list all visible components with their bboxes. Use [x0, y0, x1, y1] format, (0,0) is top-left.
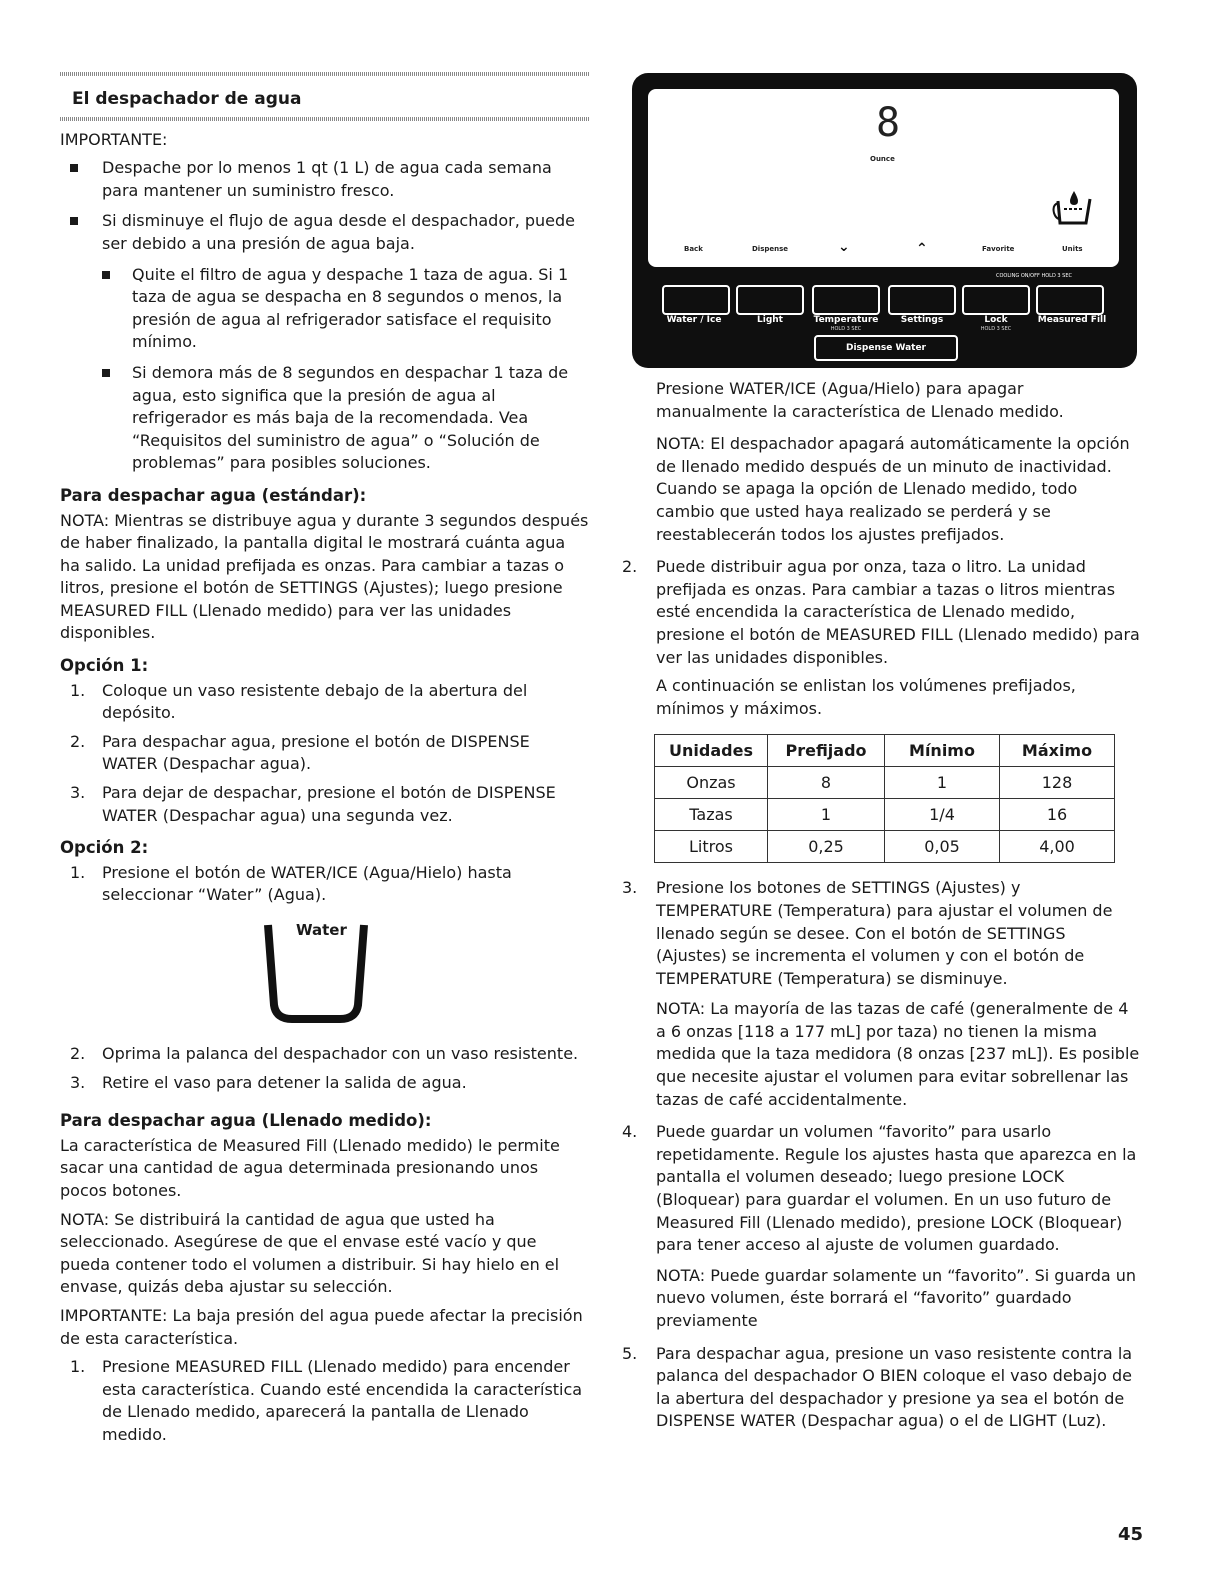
chevron-up-icon: ⌃ [916, 241, 928, 257]
volume-table [654, 734, 1115, 863]
table-cell: 0,25 [768, 831, 885, 863]
list-item: 4. Puede guardar un volumen “favorito” para usarlo repetidamente. Regule los ajustes hasta que aparezca en la pantalla el volumen deseado; luego presione LOCK (Bloquear) para guardar el volumen. En un uso futuro de Measured Fill (Llenado medido), presione LOCK (Bloquear) para tener acceso al ajuste de volumen guardado. [622, 1122, 1137, 1255]
light-button [736, 285, 804, 315]
list-item: 1. Presione MEASURED FILL (Llenado medido) para encender esta característica. Cuando esté encendida la característica de Llenado medido, aparecerá la pantalla de Llenado medido. [70, 1357, 583, 1444]
water-cup-illustration [256, 913, 376, 1033]
temperature-hold-label: HOLD 3 SEC [830, 326, 862, 332]
units-label: Units [1062, 245, 1083, 253]
right-column [622, 378, 1140, 1439]
table-cell: 1/4 [885, 799, 1000, 831]
temperature-label: Temperature [813, 315, 879, 325]
importante-label: IMPORTANTE: [60, 129, 168, 149]
measured-fill-note: NOTA: Se distribuirá la cantidad de agua que usted ha seleccionado. Asegúrese de que el envase esté vacío y que pueda contener todo el volumen a distribuir. Si hay hielo en el envase, quizás deba ajustar su selección. [60, 1209, 560, 1297]
settings-label: Settings [900, 315, 944, 325]
std-heading: Para despachar agua (estándar): [60, 485, 367, 505]
dispense-water-button: Dispense Water [814, 335, 958, 361]
measured-fill-heading: Para despachar agua (Llenado medido): [60, 1111, 432, 1131]
water-ice-label: Water / Ice [666, 315, 722, 325]
list-item: 1. Coloque un vaso resistente debajo de la abertura del depósito. [70, 680, 528, 723]
chevron-down-icon: ⌄ [838, 239, 850, 255]
measuring-cup-icon [1052, 189, 1096, 229]
dispense-label: Dispense [752, 245, 789, 253]
table-header-cell: Mínimo [885, 735, 1000, 767]
table-cell: 1 [885, 767, 1000, 799]
lock-label: Lock [984, 315, 1008, 325]
table-cell: Onzas [655, 767, 768, 799]
list-item: Quite el filtro de agua y despache 1 taza de agua. Si 1 taza de agua se despacha en 8 segundos o menos, la presión de agua al refrigerador satisface el requisito mínimo. [60, 264, 590, 354]
list-item: Si demora más de 8 segundos en despachar 1 taza de agua, esto significa que la presión de agua al refrigerador es más baja de la recomendada. Vea “Requisitos del suministro de agua” o “Solución de problemas” para posibles soluciones. [60, 362, 590, 475]
table-header-row [655, 735, 1115, 767]
list-item: 3. Presione los botones de SETTINGS (Ajustes) y TEMPERATURE (Temperatura) para ajustar el volumen de llenado según se desee. Con el botón de SETTINGS (Ajustes) se incrementa el volumen y con el botón de TEMPERATURE (Temperatura) se disminuye. [622, 878, 1113, 988]
table-row [655, 767, 1115, 799]
note-favorite: NOTA: Puede guardar solamente un “favorito”. Si guarda un nuevo volumen, éste borrará el “favorito” guardado previamente [656, 1265, 1137, 1330]
table-row [655, 831, 1115, 863]
table-cell: 4,00 [1000, 831, 1115, 863]
list-item: 5. Para despachar agua, presione un vaso resistente contra la palanca del despachador O BIEN coloque el vaso debajo de la abertura del despachador y presione ya sea el botón de DISPENSE WATER (Despachar agua) o el de LIGHT (Luz). [622, 1343, 1133, 1431]
lock-button [962, 285, 1030, 315]
note-auto-off: NOTA: El despachador apagará automáticamente la opción de llenado medido después de un minuto de inactividad. Cuando se apaga la opción de Llenado medido, todo cambio que usted haya realizado se perderá y se reestablecerán todos los ajustes prefijados. [656, 434, 1130, 544]
list-item: Despache por lo menos 1 qt (1 L) de agua cada semana para mantener un suministro fresco. [60, 157, 590, 202]
paragraph-water-ice-off: Presione WATER/ICE (Agua/Hielo) para apagar manualmente la característica de Llenado medido. [656, 379, 1064, 421]
favorite-label: Favorite [982, 245, 1015, 253]
option2-heading: Opción 2: [60, 838, 149, 858]
table-cell: 128 [1000, 767, 1115, 799]
water-ice-button [662, 285, 730, 315]
table-cell: 1 [768, 799, 885, 831]
display-digit: 8 [876, 100, 901, 146]
measured-fill-label: Measured Fill [1037, 315, 1107, 325]
option2-steps [60, 1043, 590, 1094]
std-note: NOTA: Mientras se distribuye agua y durante 3 segundos después de haber finalizado, la pantalla digital le mostrará cuánta agua ha salido. La unidad prefijada es onzas. Para cambiar a tazas o litros, presione el botón de SETTINGS (Ajustes); luego presione MEASURED FILL (Llenado medido) para ver las unidades disponibles. [60, 510, 589, 643]
list-item: Si disminuye el flujo de agua desde el despachador, puede ser debido a una presión de agua baja. [60, 210, 590, 255]
temperature-button [812, 285, 880, 315]
measured-fill-important: IMPORTANTE: La baja presión del agua puede afectar la precisión de esta característica. [60, 1305, 583, 1348]
list-item: 2. Para despachar agua, presione el botón de DISPENSE WATER (Despachar agua). [70, 731, 530, 774]
light-label: Light [757, 315, 783, 325]
section-title: El despachador de agua [72, 89, 302, 109]
measured-fill-button [1036, 285, 1104, 315]
ounce-label: Ounce [870, 155, 895, 163]
display-screen [648, 89, 1119, 267]
page-number: 45 [1118, 1524, 1144, 1545]
list-item: 3. Para dejar de despachar, presione el botón de DISPENSE WATER (Despachar agua) una segunda vez. [70, 783, 556, 825]
section-rule-bottom [60, 117, 590, 121]
option1-steps [60, 680, 590, 828]
table-cell: 0,05 [885, 831, 1000, 863]
table-cell: Litros [655, 831, 768, 863]
back-label: Back [684, 245, 703, 253]
cup-label: Water [296, 921, 347, 939]
option1-heading: Opción 1: [60, 656, 149, 676]
list-item: 1. Presione el botón de WATER/ICE (Agua/Hielo) hasta seleccionar “Water” (Agua). [70, 862, 512, 905]
table-row [655, 799, 1115, 831]
left-column [60, 72, 590, 1453]
settings-button [888, 285, 956, 315]
table-cell: 16 [1000, 799, 1115, 831]
table-cell: Tazas [655, 799, 768, 831]
list-item: 2. Oprima la palanca del despachador con un vaso resistente. [70, 1044, 579, 1063]
list-item: 2. Puede distribuir agua por onza, taza o litro. La unidad prefijada es onzas. Para cambiar a tazas o litros mientras esté encendida la característica de Llenado medido, presione el botón de MEASURED FILL (Llenado medido) para ver las unidades disponibles. [622, 557, 1140, 667]
lock-hold-label: HOLD 3 SEC [980, 326, 1012, 332]
paragraph-volumes-intro: A continuación se enlistan los volúmenes prefijados, mínimos y máximos. [656, 676, 1076, 718]
table-header-cell: Prefijado [768, 735, 885, 767]
list-item: 3. Retire el vaso para detener la salida de agua. [70, 1072, 467, 1092]
measured-fill-intro: La característica de Measured Fill (Llenado medido) le permite sacar una cantidad de agua determinada presionando unos pocos botones. [60, 1135, 560, 1200]
table-header-cell: Máximo [1000, 735, 1115, 767]
cooling-label: COOLING ON/OFF HOLD 3 SEC [996, 273, 1072, 279]
control-panel-illustration [632, 73, 1137, 368]
note-coffee-cups: NOTA: La mayoría de las tazas de café (generalmente de 4 a 6 onzas [118 a 177 mL] por taza) no tienen la misma medida que la taza medidora (8 onzas [237 mL]). Es posible que necesite ajustar el volumen para evitar sobrellenar las tazas de café accidentalmente. [656, 999, 1140, 1109]
importante-list [60, 157, 590, 475]
table-header-cell: Unidades [655, 735, 768, 767]
table-cell: 8 [768, 767, 885, 799]
